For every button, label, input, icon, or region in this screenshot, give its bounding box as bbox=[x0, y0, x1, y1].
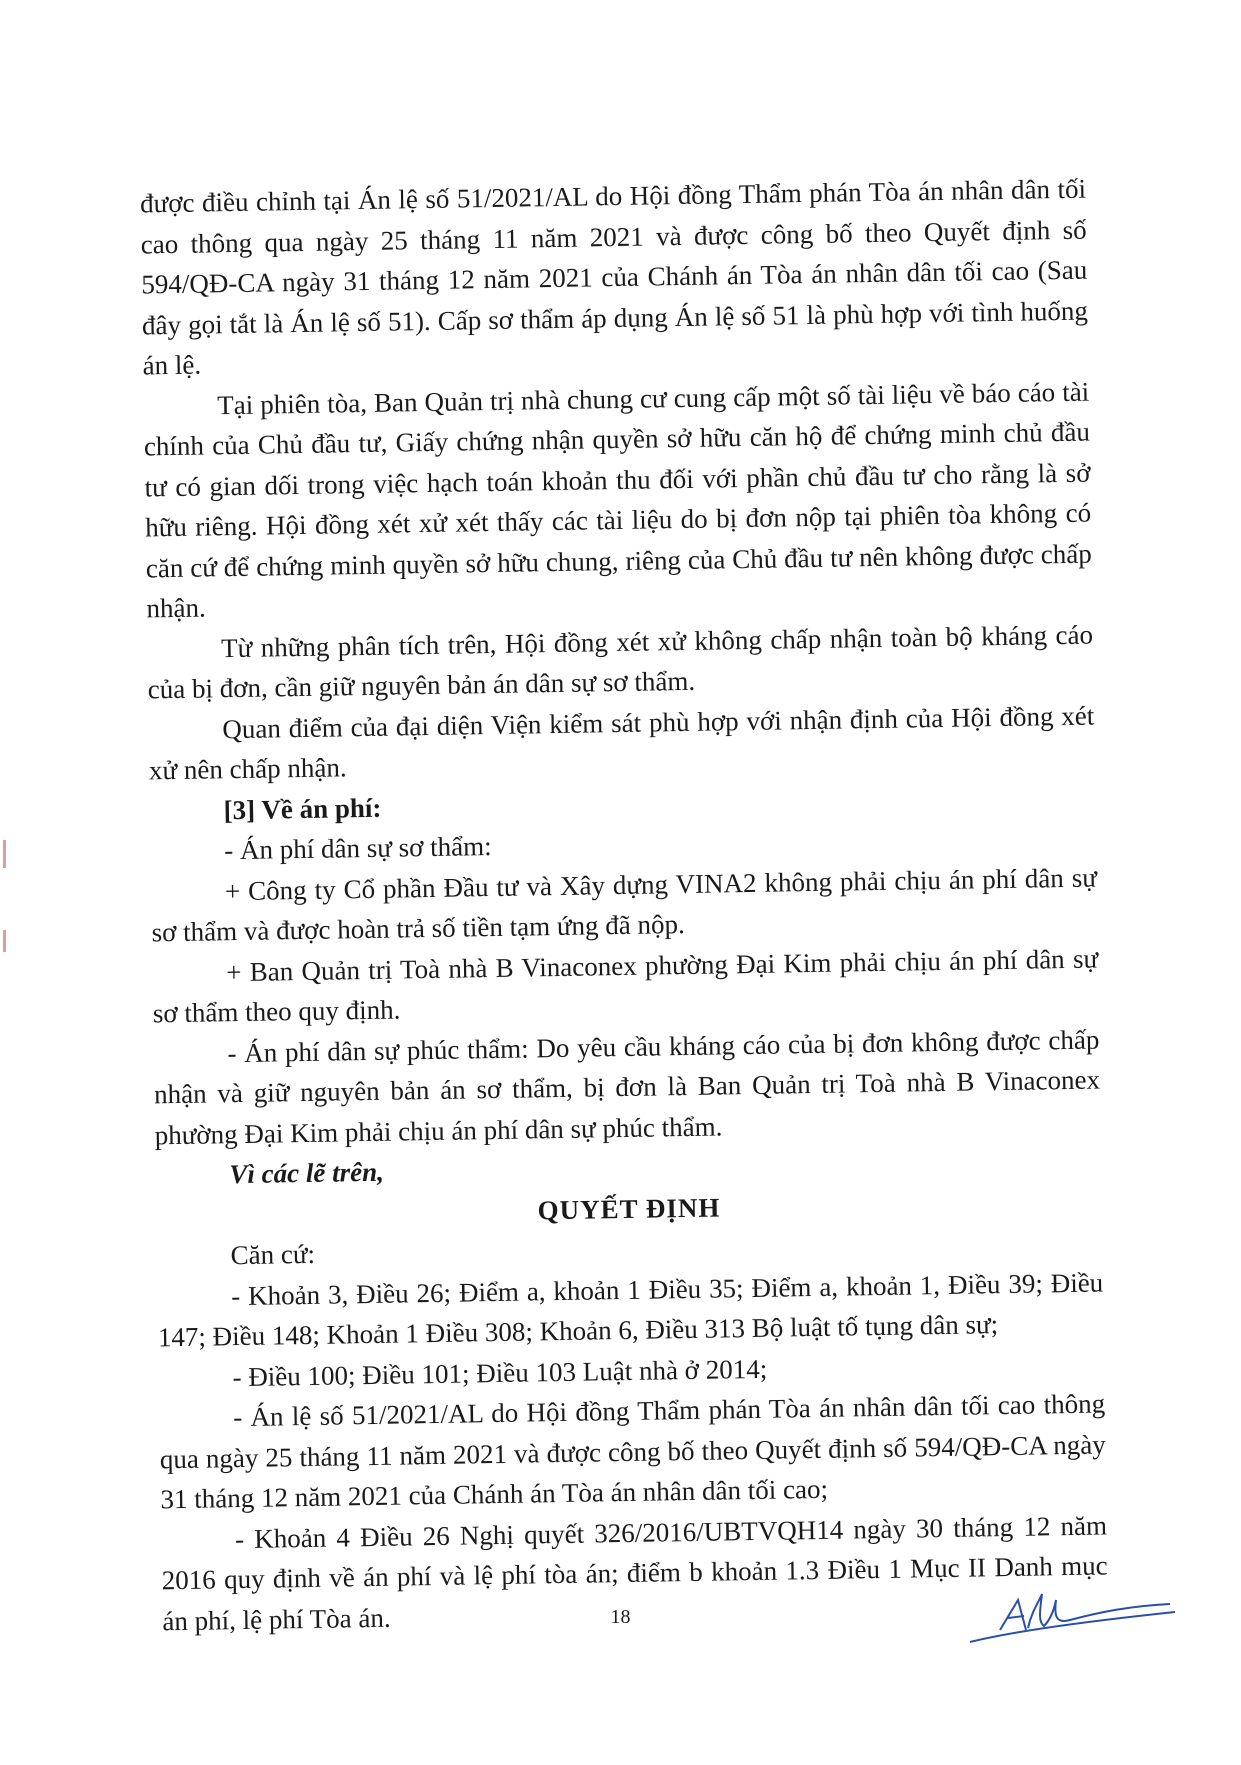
paragraph-precedent-continuation: được điều chỉnh tại Án lệ số 51/2021/AL do Hội đồng Thẩm phán Tòa án nhân dân tối cao thông qua ngày 25 tháng 11 năm 2021 và được công bố theo Quyết định số 594/QĐ-CA ngày 31 tháng 12 năm 2021 của Chánh án Tòa án nhân dân tối cao (Sau đây gọi tắt là Án lệ số 51). Cấp sơ thẩm áp dụng Án lệ số 51 là phù hợp với tình huống án lệ. bbox=[139, 173, 1089, 381]
paragraph-appeal-rejected: Từ những phân tích trên, Hội đồng xét xử không chấp nhận toàn bộ kháng cáo của bị đơn, cần giữ nguyên bản án dân sự sơ thẩm. bbox=[147, 619, 1094, 705]
paragraph-civil-procedure-articles: - Khoản 3, Điều 26; Điểm a, khoản 1 Điều 35; Điểm a, khoản 1, Điều 39; Điều 147; Điều 148; Khoản 1 Điều 308; Khoản 6, Điều 313 Bộ luật tố tụng dân sự; bbox=[157, 1266, 1104, 1353]
paragraph-appeal-fee: - Án phí dân sự phúc thẩm: Do yêu cầu kháng cáo của bị đơn không được chấp nhận và giữ nguyên bản án sơ thẩm, bị đơn là Ban Quản trị Toà nhà B Vinaconex phường Đại Kim phải chịu án phí dân sự phúc thẩm. bbox=[153, 1024, 1101, 1150]
paragraph-precedent-51: - Án lệ số 51/2021/AL do Hội đồng Thẩm phán Tòa án nhân dân tối cao thông qua ngày 25 tháng 11 năm 2021 và được công bố theo Quyết định số 594/QĐ-CA ngày 31 tháng 12 năm 2021 của Chánh án Tòa án nhân dân tối cao; bbox=[159, 1388, 1106, 1515]
paragraph-first-instance-fee: - Án phí dân sự sơ thẩm: bbox=[224, 831, 492, 866]
paragraph-board-fee: + Ban Quản trị Toà nhà B Vinaconex phường Đại Kim phải chịu án phí dân sự sơ thẩm theo quy định. bbox=[152, 943, 1099, 1029]
section-heading-court-fees: [3] Về án phí: bbox=[223, 792, 382, 825]
page-number: 18 bbox=[610, 1606, 631, 1628]
margin-mark bbox=[3, 840, 6, 868]
paragraph-housing-law-articles: - Điều 100; Điều 101; Điều 103 Luật nhà ở 2014; bbox=[232, 1353, 768, 1392]
paragraph-trial-documents: Tại phiên tòa, Ban Quản trị nhà chung cư cung cấp một số tài liệu về báo cáo tài chính của Chủ đầu tư, Giấy chứng nhận quyền sở hữu căn hộ để chứng minh chủ đầu tư có gian dối trong việc hạch toán khoản thu đối với phần chủ đầu tư cho rằng là sở hữu riêng. Hội đồng xét xử xét thấy các tài liệu do bị đơn nộp tại phiên tòa không có căn cứ để chứng minh quyền sở hữu chung, riêng của Chủ đầu tư nên không được chấp nhận. bbox=[143, 376, 1092, 624]
paragraph-resolution-326: - Khoản 4 Điều 26 Nghị quyết 326/2016/UBTVQH14 ngày 30 tháng 12 năm 2016 quy định về án phí và lệ phí tòa án; điểm b khoản 1.3 Điều 1 Mục II Danh mục án phí, lệ phí Tòa án. bbox=[161, 1509, 1108, 1636]
paragraph-procuracy-view: Quan điểm của đại diện Viện kiểm sát phù hợp với nhận định của Hội đồng xét xử nên chấp nhận. bbox=[148, 700, 1095, 786]
paragraph-vina2-fee: + Công ty Cổ phần Đầu tư và Xây dựng VINA2 không phải chịu án phí dân sự sơ thẩm và được hoàn trả số tiền tạm ứng đã nộp. bbox=[151, 862, 1098, 948]
signature-icon bbox=[930, 1560, 1190, 1660]
decision-heading: QUYẾT ĐỊNH bbox=[537, 1191, 721, 1225]
document-body bbox=[140, 169, 1109, 1642]
margin-mark bbox=[3, 930, 6, 952]
paragraph-for-these-reasons: Vì các lẽ trên, bbox=[229, 1156, 385, 1190]
paragraph-based-on: Căn cứ: bbox=[230, 1238, 316, 1271]
